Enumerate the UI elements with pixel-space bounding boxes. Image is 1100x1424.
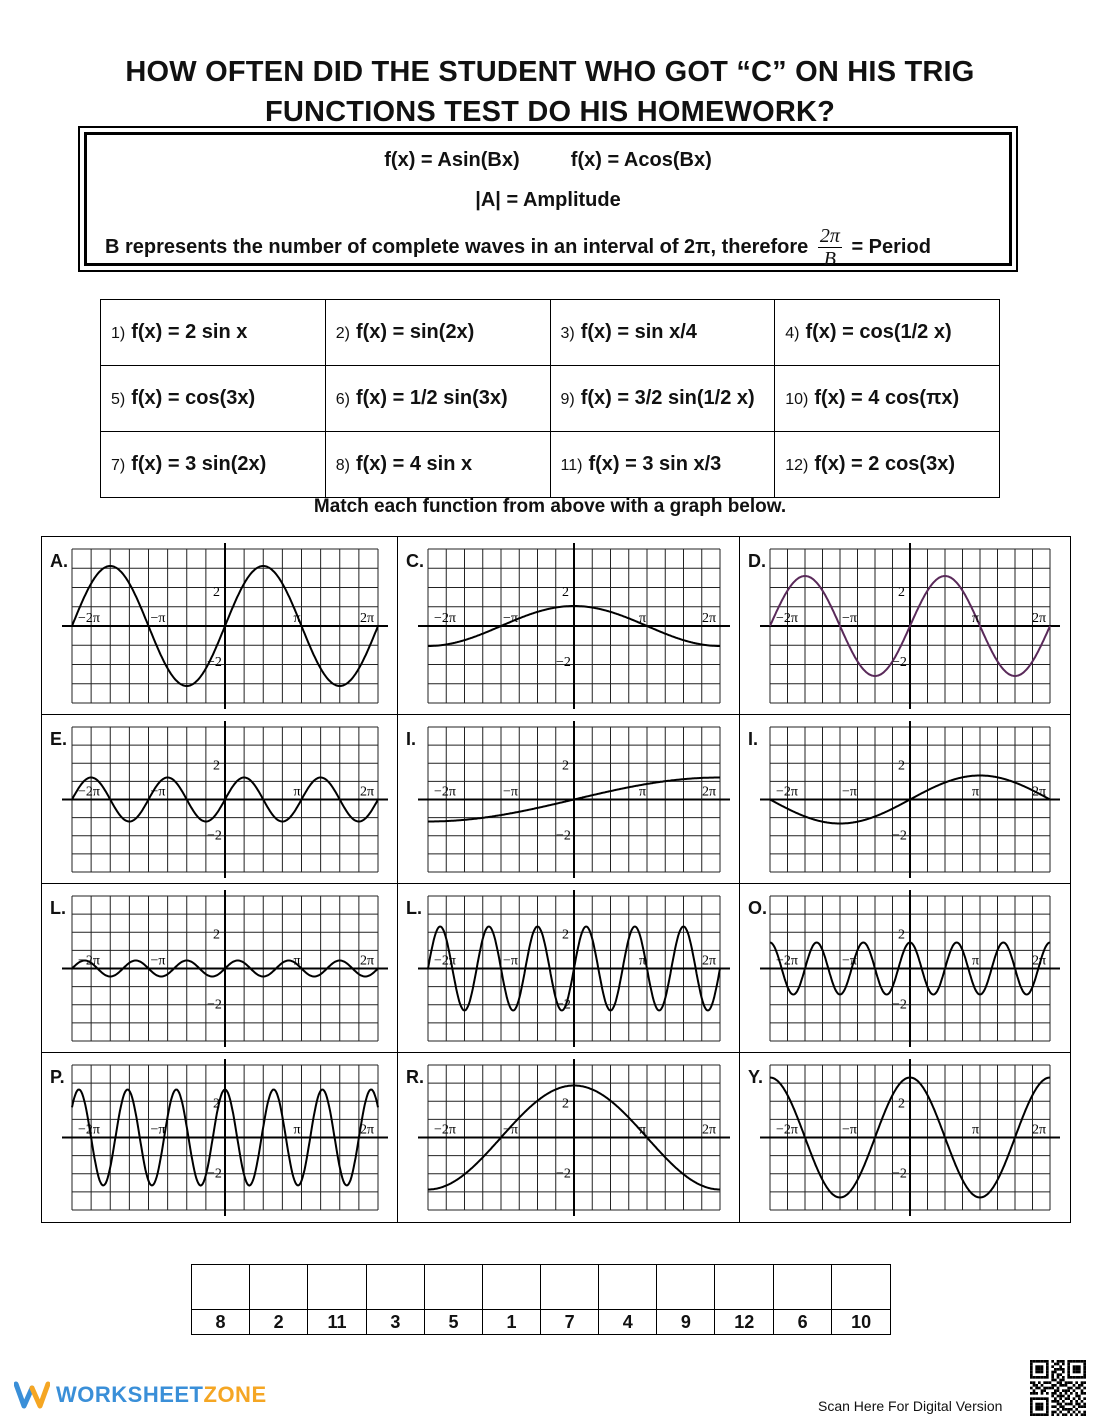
function-expr: f(x) = 3/2 sin(1/2 x) [580, 387, 755, 409]
tick-label: −π [842, 1122, 857, 1138]
tick-label: 2 [213, 585, 220, 600]
answer-number: 7 [541, 1310, 599, 1335]
graph-panel [398, 537, 740, 715]
function-expr: f(x) = cos(1/2 x) [805, 321, 952, 343]
tick-label: −2π [776, 611, 798, 626]
answer-number: 8 [192, 1310, 250, 1335]
graph-plot [740, 537, 1070, 715]
tick-label: −π [503, 1122, 518, 1138]
tick-label: −2π [78, 784, 100, 800]
tick-label: 2π [1032, 953, 1047, 969]
graph-panel [740, 1053, 1070, 1222]
tick-label: 2 [562, 927, 569, 943]
graph-plot [398, 884, 740, 1053]
period-fraction [818, 225, 842, 270]
tick-label: −2π [434, 1122, 456, 1138]
graph-plot [740, 884, 1070, 1053]
tick-label: −2 [556, 655, 571, 670]
tick-label: π [293, 1122, 301, 1138]
tick-label: 2 [898, 585, 905, 600]
tick-label: −π [150, 784, 166, 800]
tick-label: 2 [898, 758, 905, 774]
amplitude-rule: |A| = Amplitude [475, 189, 621, 211]
graph-label: R. [406, 1067, 424, 1087]
tick-label: −2 [892, 997, 907, 1013]
tick-label: π [293, 784, 301, 800]
period-num: 2π [819, 225, 840, 247]
function-cell: 10) f(x) = 4 cos(πx) [775, 366, 1000, 432]
brand-name: WORKSHEETZONE [56, 1382, 267, 1407]
answer-box[interactable] [424, 1265, 482, 1310]
function-cell: 8) f(x) = 4 sin x [325, 432, 550, 498]
tick-label: 2 [898, 1096, 905, 1112]
tick-label: π [639, 784, 647, 800]
answer-box[interactable] [483, 1265, 541, 1310]
brand-w-icon [14, 1380, 50, 1410]
answer-box[interactable] [832, 1265, 891, 1310]
title-line-2: FUNCTIONS TEST DO HIS HOMEWORK? [264, 96, 836, 128]
period-tail: = Period [851, 236, 931, 258]
function-expr: f(x) = 3 sin(2x) [131, 453, 267, 475]
graph-panel [740, 715, 1070, 884]
tick-label: −2 [556, 1166, 571, 1182]
general-forms [87, 149, 1009, 172]
tick-label: 2π [702, 611, 717, 626]
tick-label: −2 [892, 828, 907, 844]
function-expr: f(x) = cos(3x) [131, 387, 256, 409]
tick-label: −π [842, 784, 857, 800]
tick-label: −2 [892, 655, 907, 670]
function-expr: f(x) = 3 sin x/3 [588, 453, 722, 475]
function-cell: 7) f(x) = 3 sin(2x) [101, 432, 326, 498]
function-cell: 12) f(x) = 2 cos(3x) [775, 432, 1000, 498]
graph-panel [398, 1053, 740, 1222]
graph-plot [42, 537, 398, 715]
tick-label: −2 [207, 828, 222, 844]
tick-label: −π [842, 953, 857, 969]
answer-box[interactable] [657, 1265, 715, 1310]
tick-label: π [972, 953, 980, 969]
tick-label: 2 [562, 1096, 569, 1112]
tick-label: 2π [1032, 784, 1047, 800]
answer-number: 3 [366, 1310, 424, 1335]
tick-label: −π [150, 1122, 166, 1138]
sin-form: f(x) = Asin(Bx) [384, 149, 520, 171]
tick-label: π [639, 953, 647, 969]
graph-label: C. [406, 551, 424, 571]
tick-label: 2π [702, 784, 717, 800]
tick-label: π [972, 611, 980, 626]
title-line-1: HOW OFTEN DID THE STUDENT WHO GOT “C” ON HIS TRIG [125, 56, 975, 88]
tick-label: 2π [360, 784, 375, 800]
tick-label: 2 [562, 585, 569, 600]
graph-panel [42, 1053, 398, 1222]
graph-label: Y. [748, 1067, 764, 1087]
tick-label: 2 [898, 927, 905, 943]
tick-label: π [639, 611, 647, 626]
graph-label: A. [50, 551, 68, 571]
tick-label: 2 [562, 758, 569, 774]
tick-label: 2π [360, 611, 375, 626]
function-expr: f(x) = 4 cos(πx) [814, 387, 960, 409]
graph-plot [398, 1053, 740, 1222]
answer-number: 4 [599, 1310, 657, 1335]
graph-panel [42, 884, 398, 1053]
answer-number: 1 [483, 1310, 541, 1335]
answer-number: 6 [774, 1310, 832, 1335]
function-expr: f(x) = 4 sin x [355, 453, 473, 475]
tick-label: −π [503, 784, 518, 800]
function-expr: f(x) = 2 cos(3x) [814, 453, 955, 475]
brand-logo [14, 1380, 267, 1410]
answer-number: 9 [657, 1310, 715, 1335]
graph-panel [42, 715, 398, 884]
tick-label: −π [503, 611, 518, 626]
graph-panel [740, 537, 1070, 715]
answer-number: 10 [832, 1310, 891, 1335]
graph-label: D. [748, 551, 766, 571]
tick-label: −2π [776, 1122, 798, 1138]
answer-box[interactable] [541, 1265, 599, 1310]
function-expr: f(x) = sin x/4 [580, 321, 697, 343]
function-cell: 2) f(x) = sin(2x) [325, 300, 550, 366]
function-cell: 4) f(x) = cos(1/2 x) [775, 300, 1000, 366]
tick-label: −2π [434, 784, 456, 800]
period-rule [105, 225, 931, 270]
graph-label: L. [50, 898, 66, 918]
answer-number: 12 [715, 1310, 774, 1335]
function-cell: 6) f(x) = 1/2 sin(3x) [325, 366, 550, 432]
tick-label: −2π [78, 953, 100, 969]
period-den: B [823, 248, 836, 270]
tick-label: −π [503, 953, 518, 969]
tick-label: π [972, 784, 980, 800]
formula-box [78, 126, 1018, 272]
tick-label: 2π [1032, 1122, 1047, 1138]
tick-label: −π [150, 953, 166, 969]
graph-label: P. [50, 1067, 65, 1087]
tick-label: −2 [207, 1166, 222, 1182]
graph-label: E. [50, 729, 68, 749]
tick-label: −π [150, 611, 166, 626]
graph-plot [740, 715, 1070, 884]
graph-label: O. [748, 898, 768, 918]
answer-box[interactable] [192, 1265, 250, 1310]
graph-label: I. [748, 729, 759, 749]
function-expr: f(x) = sin(2x) [355, 321, 475, 343]
graph-plot [398, 715, 740, 884]
tick-label: −2π [776, 784, 798, 800]
tick-label: 2π [1032, 611, 1047, 626]
function-cell: 9) f(x) = 3/2 sin(1/2 x) [550, 366, 775, 432]
tick-label: 2π [702, 953, 717, 969]
instructions: Match each function from above with a graph below. [313, 496, 787, 517]
graph-plot [740, 1053, 1070, 1222]
answer-box[interactable] [715, 1265, 774, 1310]
tick-label: 2 [213, 758, 220, 774]
graph-grid [41, 536, 1071, 1223]
function-cell: 1) f(x) = 2 sin x [101, 300, 326, 366]
answer-number: 5 [424, 1310, 482, 1335]
tick-label: 2π [702, 1122, 717, 1138]
qr-code-icon[interactable] [1030, 1360, 1086, 1416]
answer-number: 2 [250, 1310, 308, 1335]
tick-label: −2 [207, 655, 222, 670]
graph-panel [42, 537, 398, 715]
answer-box[interactable] [366, 1265, 424, 1310]
tick-label: π [293, 953, 301, 969]
tick-label: −2π [776, 953, 798, 969]
answer-number: 11 [308, 1310, 367, 1335]
answer-table [191, 1264, 891, 1335]
answer-box[interactable] [250, 1265, 308, 1310]
period-text: B represents the number of complete waves in an interval of 2π, therefore [105, 236, 809, 258]
tick-label: −2 [556, 997, 571, 1013]
tick-label: π [972, 1122, 980, 1138]
tick-label: −2 [556, 828, 571, 844]
tick-label: π [639, 1122, 647, 1138]
tick-label: −2π [78, 1122, 100, 1138]
cos-form: f(x) = Acos(Bx) [570, 149, 712, 171]
graph-label: L. [406, 898, 422, 918]
graph-panel [398, 884, 740, 1053]
functions-table [100, 299, 1000, 498]
graph-panel [740, 884, 1070, 1053]
tick-label: π [293, 611, 301, 626]
graph-label: I. [406, 729, 417, 749]
function-cell: 3) f(x) = sin x/4 [550, 300, 775, 366]
answer-box[interactable] [774, 1265, 832, 1310]
tick-label: −π [842, 611, 857, 626]
function-cell: 5) f(x) = cos(3x) [101, 366, 326, 432]
function-cell: 11) f(x) = 3 sin x/3 [550, 432, 775, 498]
worksheet-title [0, 52, 1100, 132]
scan-text: Scan Here For Digital Version [818, 1398, 1003, 1414]
tick-label: 2π [360, 1122, 375, 1138]
answer-box[interactable] [599, 1265, 657, 1310]
graph-plot [42, 1053, 398, 1222]
function-expr: f(x) = 1/2 sin(3x) [355, 387, 508, 409]
graph-plot [398, 537, 740, 715]
tick-label: 2π [360, 953, 375, 969]
answer-box[interactable] [308, 1265, 367, 1310]
tick-label: −2 [207, 997, 222, 1013]
tick-label: 2 [213, 927, 220, 943]
graph-plot [42, 715, 398, 884]
tick-label: −2π [78, 611, 100, 626]
tick-label: −2π [434, 611, 456, 626]
function-expr: f(x) = 2 sin x [131, 321, 248, 343]
graph-plot [42, 884, 398, 1053]
tick-label: 2 [213, 1096, 220, 1112]
graph-panel [398, 715, 740, 884]
tick-label: −2π [434, 953, 456, 969]
tick-label: −2 [892, 1166, 907, 1182]
